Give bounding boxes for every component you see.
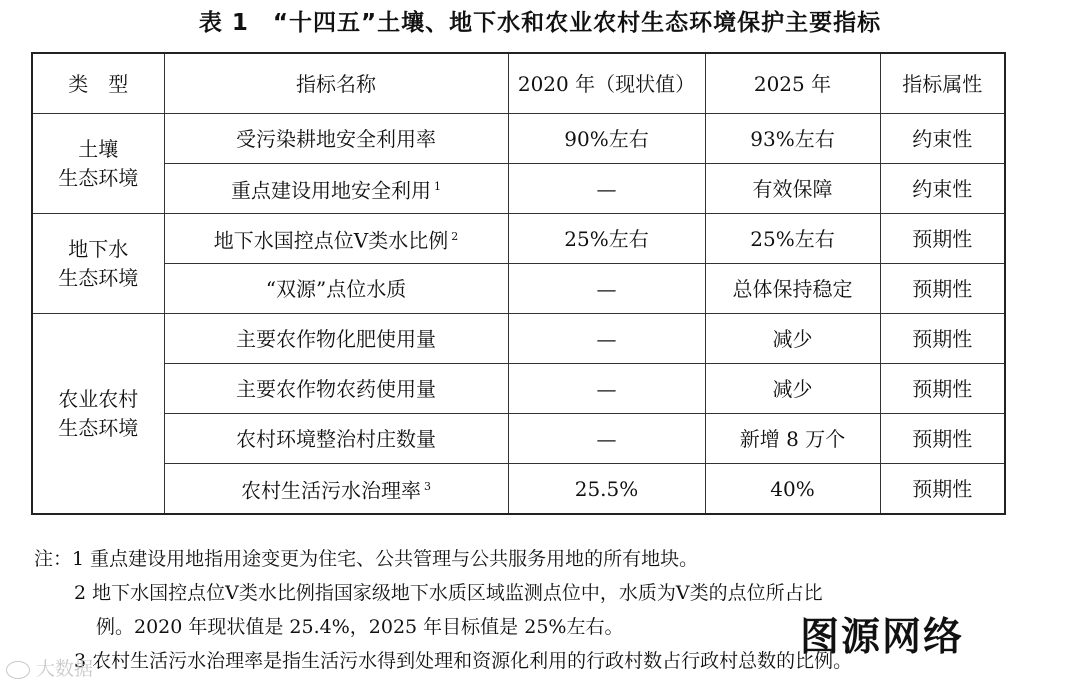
value-2025-cell: 减少 xyxy=(705,314,880,364)
attribute-cell: 预期性 xyxy=(880,214,1005,264)
value-2020-cell: — xyxy=(508,164,705,214)
attribute-cell: 预期性 xyxy=(880,464,1005,515)
attribute-cell: 预期性 xyxy=(880,314,1005,364)
indicator-name-cell xyxy=(164,264,508,314)
value-2020-cell: — xyxy=(508,314,705,364)
indicator-name: 受污染耕地安全利用率 xyxy=(236,126,436,151)
indicator-name-cell xyxy=(164,414,508,464)
table-row xyxy=(32,164,1005,214)
value-2025-cell: 总体保持稳定 xyxy=(705,264,880,314)
type-line: 农业农村 xyxy=(58,386,139,411)
value-2025-cell: 有效保障 xyxy=(705,164,880,214)
value-2025-cell: 93%左右 xyxy=(705,114,880,164)
type-cell xyxy=(32,114,164,214)
value-2025-cell: 新增 8 万个 xyxy=(705,414,880,464)
notes-prefix: 注： xyxy=(34,548,73,570)
indicator-name: 地下水国控点位Ⅴ类水比例 xyxy=(213,228,449,253)
value-2020-cell: — xyxy=(508,414,705,464)
table-row xyxy=(32,414,1005,464)
type-line: 生态环境 xyxy=(58,415,139,440)
type-line: 土壤 xyxy=(78,136,119,161)
indicator-name: 农村环境整治村庄数量 xyxy=(236,426,436,451)
table-row xyxy=(32,114,1005,164)
weibo-logo-icon xyxy=(6,661,30,679)
table-title: 表 1 “十四五”土壤、地下水和农业农村生态环境保护主要指标 xyxy=(198,10,882,36)
table-row xyxy=(32,464,1005,515)
header-row xyxy=(32,53,1005,114)
indicator-name-cell xyxy=(164,114,508,164)
type-line: 生态环境 xyxy=(58,265,139,290)
type-cell xyxy=(32,314,164,515)
indicator-name-cell xyxy=(164,364,508,414)
value-2025-cell: 40% xyxy=(705,464,880,515)
indicator-name: “双源”点位水质 xyxy=(265,276,407,301)
type-line: 地下水 xyxy=(68,236,129,261)
watermark-small-text: 大数据 xyxy=(36,658,94,680)
footnote-marker: 1 xyxy=(434,179,441,193)
value-2020-cell: — xyxy=(508,264,705,314)
table-row xyxy=(32,314,1005,364)
indicator-table xyxy=(31,52,1006,515)
indicator-name-cell xyxy=(164,164,508,214)
note-1 xyxy=(34,542,1044,576)
header-2020-value: 2020 年（现状值） xyxy=(508,53,705,114)
note-2-cont: 例。2020 年现状值是 25.4%，2025 年目标值是 25%左右。 xyxy=(96,616,624,638)
note-1-text: 1 重点建设用地指用途变更为住宅、公共管理与公共服务用地的所有地块。 xyxy=(72,548,699,570)
footnote-marker: 3 xyxy=(424,479,431,493)
type-cell xyxy=(32,214,164,314)
table-body xyxy=(32,114,1005,515)
attribute-cell: 约束性 xyxy=(880,114,1005,164)
table-row xyxy=(32,264,1005,314)
attribute-cell: 预期性 xyxy=(880,364,1005,414)
value-2020-cell: — xyxy=(508,364,705,414)
watermark-small xyxy=(6,654,93,681)
note-2: 2 地下水国控点位Ⅴ类水比例指国家级地下水质区域监测点位中，水质为Ⅴ类的点位所占比 xyxy=(74,582,823,604)
watermark-source: 图源网络 xyxy=(800,615,965,660)
attribute-cell: 预期性 xyxy=(880,414,1005,464)
value-2020-cell: 25.5% xyxy=(508,464,705,515)
value-2025-cell: 减少 xyxy=(705,364,880,414)
value-2025-cell: 25%左右 xyxy=(705,214,880,264)
footnote-marker: 2 xyxy=(451,229,459,243)
table-row xyxy=(32,214,1005,264)
indicator-name: 重点建设用地安全利用 xyxy=(231,178,431,203)
value-2020-cell: 90%左右 xyxy=(508,114,705,164)
table-row xyxy=(32,364,1005,414)
header-indicator-name: 指标名称 xyxy=(164,53,508,114)
header-2025-value: 2025 年 xyxy=(705,53,880,114)
type-line: 生态环境 xyxy=(58,165,139,190)
header-attribute: 指标属性 xyxy=(880,53,1005,114)
header-type: 类 型 xyxy=(32,53,164,114)
indicator-name: 主要农作物化肥使用量 xyxy=(236,326,436,351)
indicator-name-cell xyxy=(164,464,508,515)
attribute-cell: 约束性 xyxy=(880,164,1005,214)
indicator-name: 主要农作物农药使用量 xyxy=(236,376,436,401)
note-3: 3 农村生活污水治理率是指生活污水得到处理和资源化利用的行政村数占行政村总数的比例。 xyxy=(74,650,853,672)
attribute-cell: 预期性 xyxy=(880,264,1005,314)
indicator-name-cell xyxy=(164,214,508,264)
indicator-name: 农村生活污水治理率 xyxy=(241,478,421,503)
value-2020-cell: 25%左右 xyxy=(508,214,705,264)
indicator-name-cell xyxy=(164,314,508,364)
